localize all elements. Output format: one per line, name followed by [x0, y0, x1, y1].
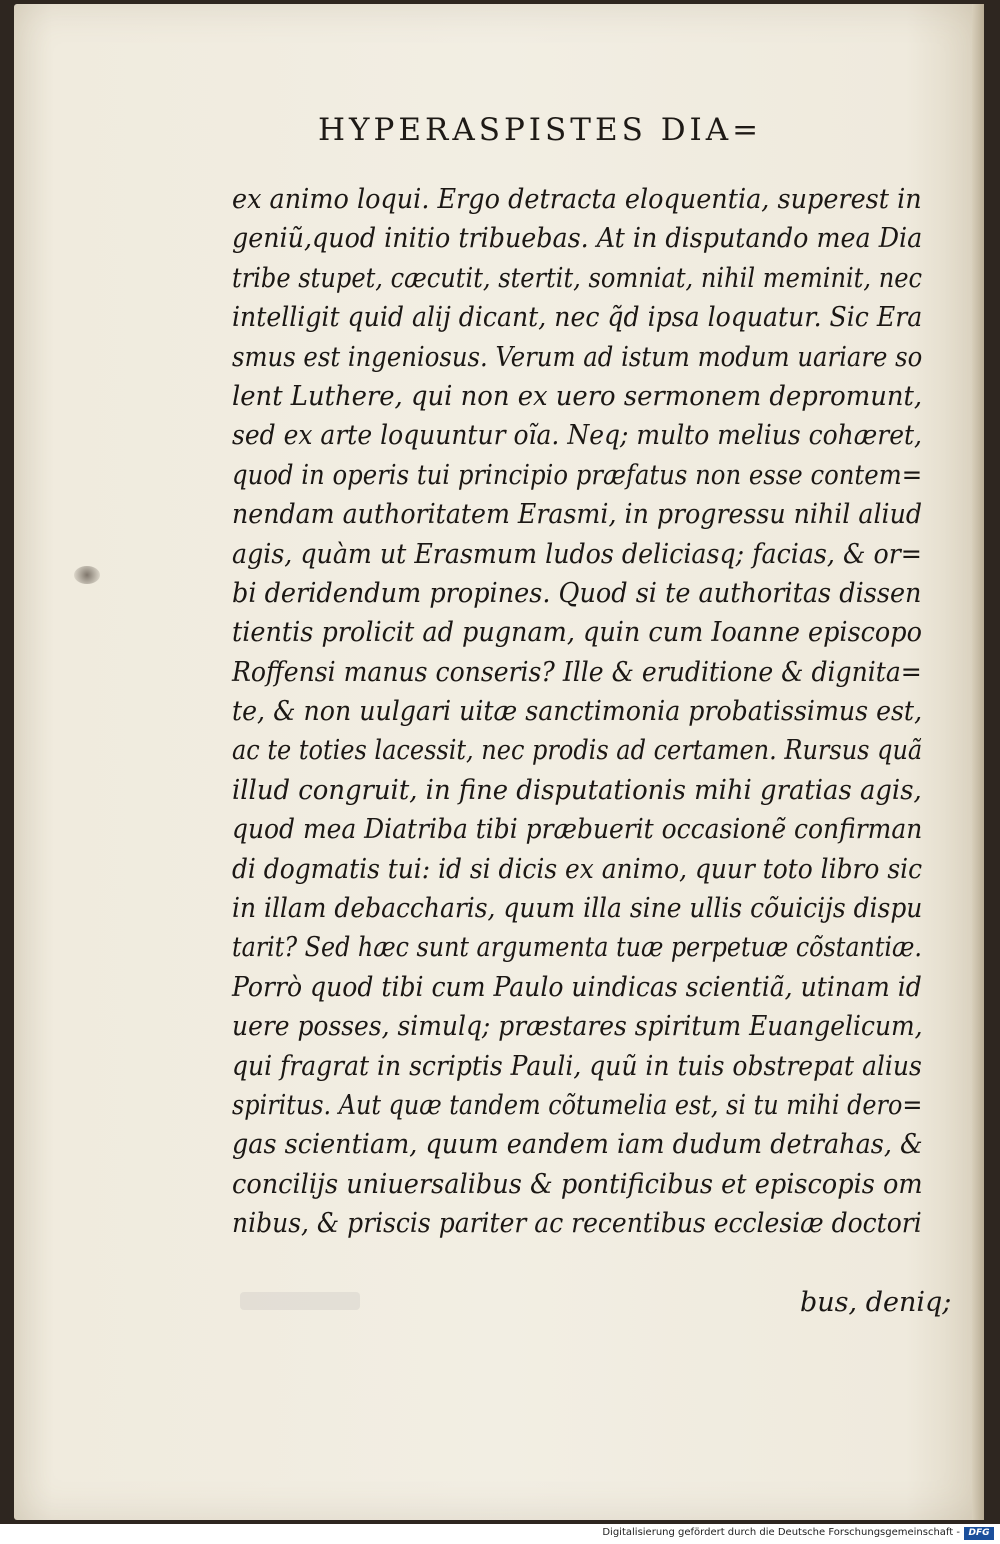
text-line: tarit? Sed hæc sunt argumenta tuæ perpetuæ cõstantiæ.: [232, 932, 922, 964]
footer-bar: [0, 1524, 1000, 1544]
text-line: spiritus. Aut quæ tandem cõtumelia est, si tu mihi dero=: [232, 1089, 923, 1121]
funding-credit: Digitalisierung gefördert durch die Deutsche Forschungsgemeinschaft -: [602, 1527, 960, 1538]
running-head: HYPERASPISTES DIA=: [318, 112, 763, 148]
body-text: [232, 180, 922, 1244]
text-line: smus est ingeniosus. Verum ad istum modum uariare so: [232, 341, 923, 373]
text-line: nendam authoritatem Erasmi, in progressu nihil aliud: [232, 499, 923, 531]
dfg-logo-icon: DFG: [964, 1527, 994, 1540]
text-line: lent Luthere, qui non ex uero sermonem depromunt,: [232, 380, 923, 412]
text-line: Porrò quod tibi cum Paulo uindicas scientiã, utinam id: [232, 971, 922, 1003]
text-line: quod in operis tui principio præfatus non esse contem=: [232, 459, 923, 491]
text-line: tientis prolicit ad pugnam, quin cum Ioanne episcopo: [232, 617, 922, 649]
text-line: agis, quàm ut Erasmum ludos deliciasq; facias, & or=: [232, 538, 922, 570]
page-edge: [972, 4, 984, 1520]
text-line: sed ex arte loquuntur oĩa. Neq; multo melius cohæret,: [232, 420, 923, 452]
text-line: Roffensi manus conseris? Ille & eruditione & dignita=: [232, 656, 922, 688]
text-line: nibus, & priscis pariter ac recentibus ecclesiæ doctori: [232, 1208, 922, 1240]
text-line: ex animo loqui. Ergo detracta eloquentia, superest in: [232, 184, 922, 215]
text-line: ac te toties lacessit, nec prodis ad certamen. Rursus quã: [232, 735, 923, 767]
text-line: tribe stupet, cæcutit, stertit, somniat, nihil meminit, nec: [232, 262, 923, 294]
text-line: di dogmatis tui: id si dicis ex animo, quur toto libro sic: [232, 853, 923, 885]
text-line: in illam debaccharis, quum illa sine ullis cõuicijs dispu: [232, 893, 923, 925]
text-line: uere posses, simulq; præstares spiritum Euangelicum,: [232, 1011, 923, 1043]
text-line: te, & non uulgari uitæ sanctimonia probatissimus est,: [232, 696, 923, 728]
text-line: intelligit quid alij dicant, nec q̃d ipsa loquatur. Sic Era: [232, 302, 923, 334]
faint-stamp-mark: [240, 1292, 360, 1310]
ink-smudge: [74, 566, 100, 584]
text-line: bi deridendum propines. Quod si te authoritas dissen: [232, 577, 922, 609]
text-line: gas scientiam, quum eandem iam dudum detrahas, &: [232, 1129, 923, 1161]
text-line: illud congruit, in fine disputationis mihi gratias agis,: [232, 774, 922, 806]
catchword: bus, deniq;: [800, 1287, 952, 1318]
text-line: qui fragrat in scriptis Pauli, quũ in tuis obstrepat alius: [232, 1050, 922, 1082]
text-line: quod mea Diatriba tibi præbuerit occasionẽ confirman: [232, 814, 923, 846]
text-line: geniũ,quod initio tribuebas. At in disputando mea Dia: [232, 223, 923, 255]
text-line: concilijs uniuersalibus & pontificibus et episcopis om: [232, 1168, 923, 1200]
